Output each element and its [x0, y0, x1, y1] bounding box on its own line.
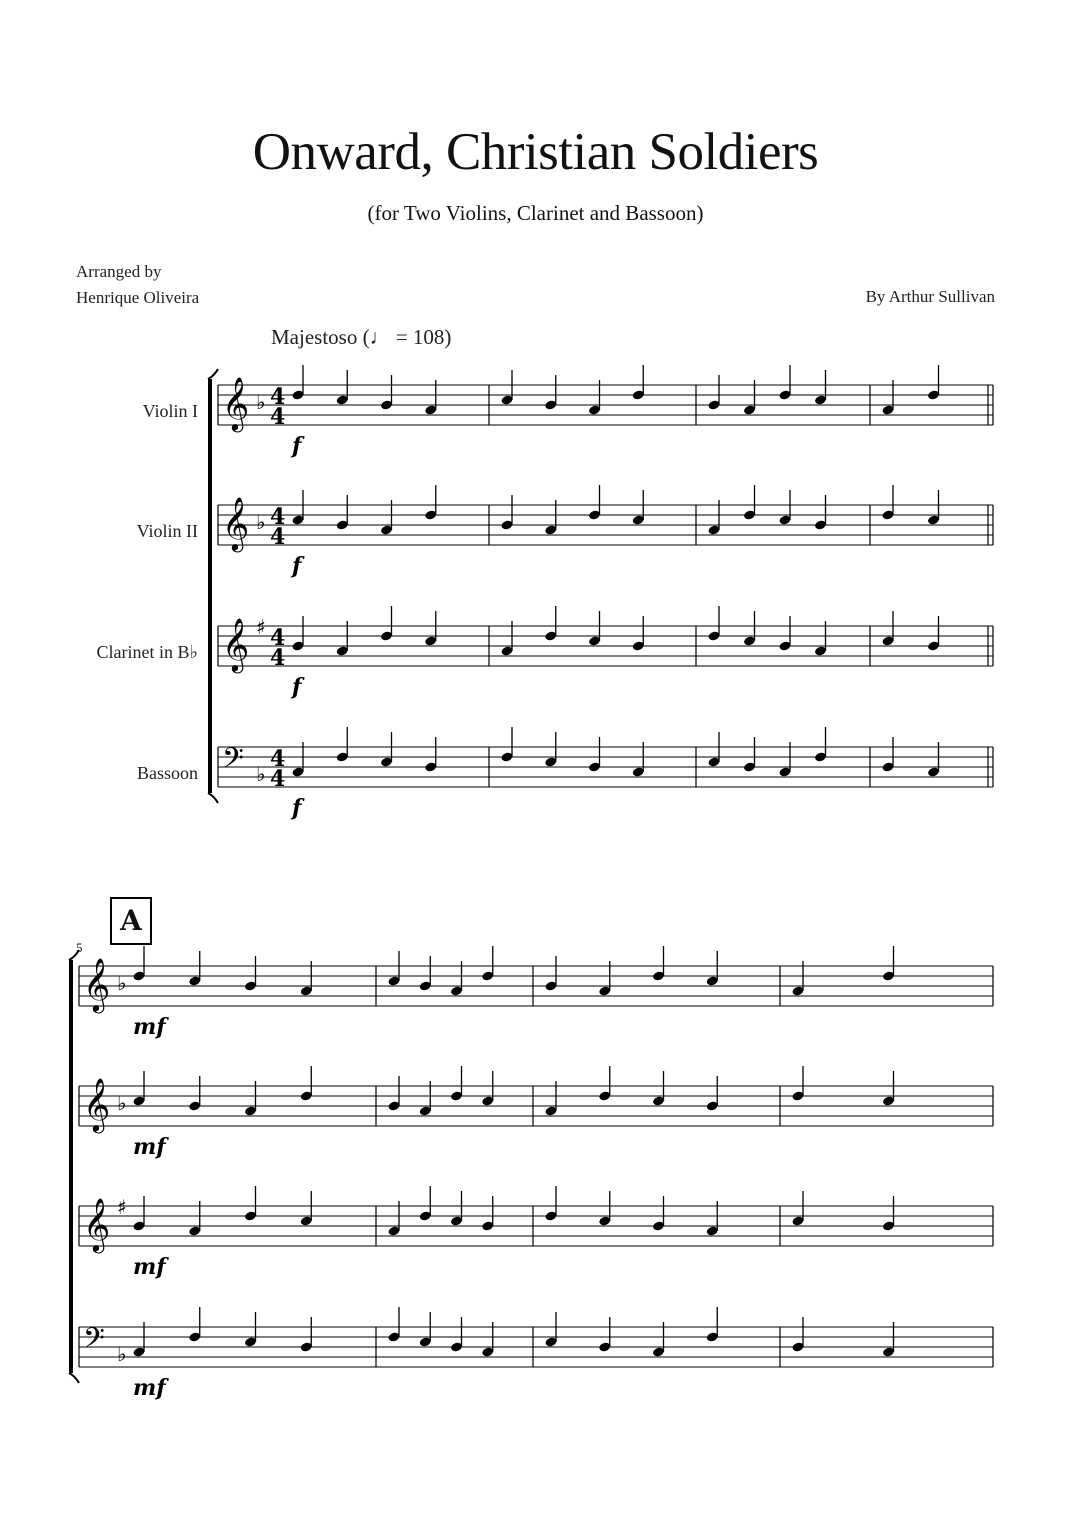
- dynamic-marking: f: [292, 553, 302, 579]
- system-bracket: [69, 960, 73, 1373]
- dynamic-marking: f: [292, 795, 302, 821]
- bass-clef-icon: 𝄢: [83, 1322, 105, 1362]
- treble-clef-icon: 𝄞: [83, 1077, 111, 1131]
- rehearsal-mark: A: [110, 897, 152, 945]
- treble-clef-icon: 𝄞: [83, 957, 111, 1011]
- time-signature-bottom: 4: [270, 524, 286, 550]
- dynamic-marking: mf: [133, 1014, 166, 1040]
- key-signature-icon: ♭: [256, 510, 266, 534]
- instrument-label-violin-1: Violin I: [142, 401, 198, 421]
- key-signature-icon: ♭: [117, 1342, 127, 1366]
- key-signature-icon: ♭: [256, 762, 266, 786]
- time-signature-bottom: 4: [270, 766, 286, 792]
- key-signature-icon: ♯: [256, 615, 266, 639]
- bass-clef-icon: 𝄢: [222, 742, 244, 782]
- key-signature-icon: ♭: [117, 1091, 127, 1115]
- time-signature-top: 4: [270, 625, 286, 651]
- composer-credit: By Arthur Sullivan: [865, 287, 995, 306]
- dynamic-marking: mf: [133, 1134, 166, 1160]
- dynamic-marking: f: [292, 433, 302, 459]
- quarter-note-icon: ♩: [369, 325, 391, 349]
- dynamic-marking: mf: [133, 1254, 166, 1280]
- score-title: Onward, Christian Soldiers: [252, 123, 819, 181]
- time-signature-bottom: 4: [270, 404, 286, 430]
- time-signature-top: 4: [270, 384, 286, 410]
- time-signature-top: 4: [270, 504, 286, 530]
- instrument-label-clarinet: Clarinet in B♭: [96, 642, 198, 662]
- treble-clef-icon: 𝄞: [222, 496, 250, 550]
- arranger-label: Arranged by: [76, 262, 162, 281]
- instrument-label-violin-2: Violin II: [136, 521, 198, 541]
- key-signature-icon: ♯: [117, 1195, 127, 1219]
- time-signature-bottom: 4: [270, 645, 286, 671]
- score-subtitle: (for Two Violins, Clarinet and Bassoon): [367, 201, 704, 225]
- time-signature-top: 4: [270, 746, 286, 772]
- treble-clef-icon: 𝄞: [83, 1197, 111, 1251]
- instrument-label-bassoon: Bassoon: [136, 763, 198, 783]
- tempo-marking: Majestoso (♩ = 108): [271, 325, 452, 349]
- key-signature-icon: ♭: [256, 390, 266, 414]
- measure-number: 5: [76, 940, 83, 955]
- arranger-name: Henrique Oliveira: [76, 288, 200, 307]
- dynamic-marking: f: [292, 674, 302, 700]
- key-signature-icon: ♭: [117, 971, 127, 995]
- treble-clef-icon: 𝄞: [222, 617, 250, 671]
- dynamic-marking: mf: [133, 1375, 166, 1401]
- system-bracket: [208, 379, 212, 793]
- treble-clef-icon: 𝄞: [222, 376, 250, 430]
